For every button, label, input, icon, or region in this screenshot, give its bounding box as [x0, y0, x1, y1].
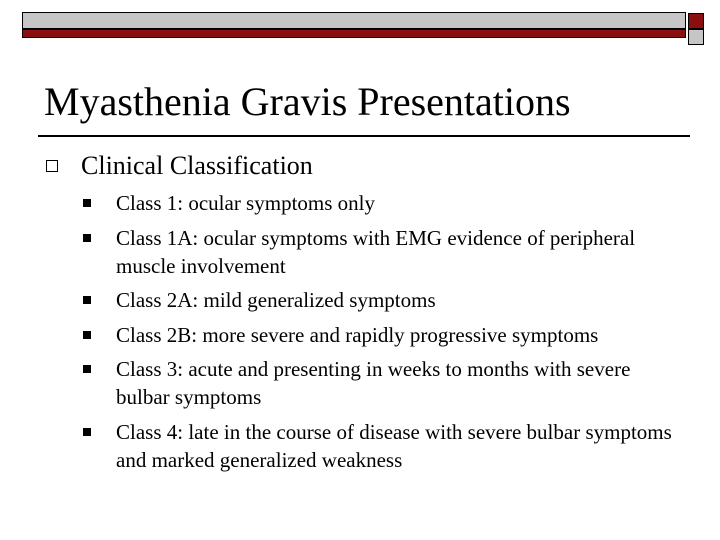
list-item	[82, 355, 672, 411]
header-band	[22, 12, 686, 29]
title-divider	[38, 135, 690, 137]
list-item-text: Class 1: ocular symptoms only	[116, 191, 375, 215]
filled-square-bullet-icon	[83, 199, 91, 207]
list-item-text: Class 2B: more severe and rapidly progressive symptoms	[116, 322, 599, 347]
filled-square-bullet-icon	[83, 365, 91, 373]
list-item	[82, 286, 672, 314]
corner-accent-square	[688, 13, 704, 29]
hollow-square-bullet-icon	[46, 160, 58, 172]
filled-square-bullet-icon	[83, 428, 91, 436]
classification-list	[82, 189, 672, 480]
filled-square-bullet-icon	[83, 296, 91, 304]
list-item-text: Class 2A: mild generalized symptoms	[116, 288, 436, 312]
list-item	[82, 224, 672, 280]
list-item	[82, 189, 672, 217]
header-accent-stripe	[22, 29, 686, 38]
list-item	[82, 321, 672, 349]
filled-square-bullet-icon	[83, 331, 91, 339]
list-item-text: Class 1A: ocular symptoms with EMG evidence of peripheral muscle involvement	[116, 225, 636, 278]
list-item-text: Class 3: acute and presenting in weeks to months with severe bulbar symptoms	[116, 357, 631, 409]
list-item	[82, 418, 672, 474]
list-item-text: Class 4: late in the course of disease with severe bulbar symptoms and marked generalized weakness	[116, 419, 672, 472]
filled-square-bullet-icon	[83, 234, 91, 242]
section-heading: Clinical Classification	[81, 151, 313, 180]
slide-title: Myasthenia Gravis Presentations	[44, 79, 571, 124]
corner-gray-square	[688, 29, 704, 45]
